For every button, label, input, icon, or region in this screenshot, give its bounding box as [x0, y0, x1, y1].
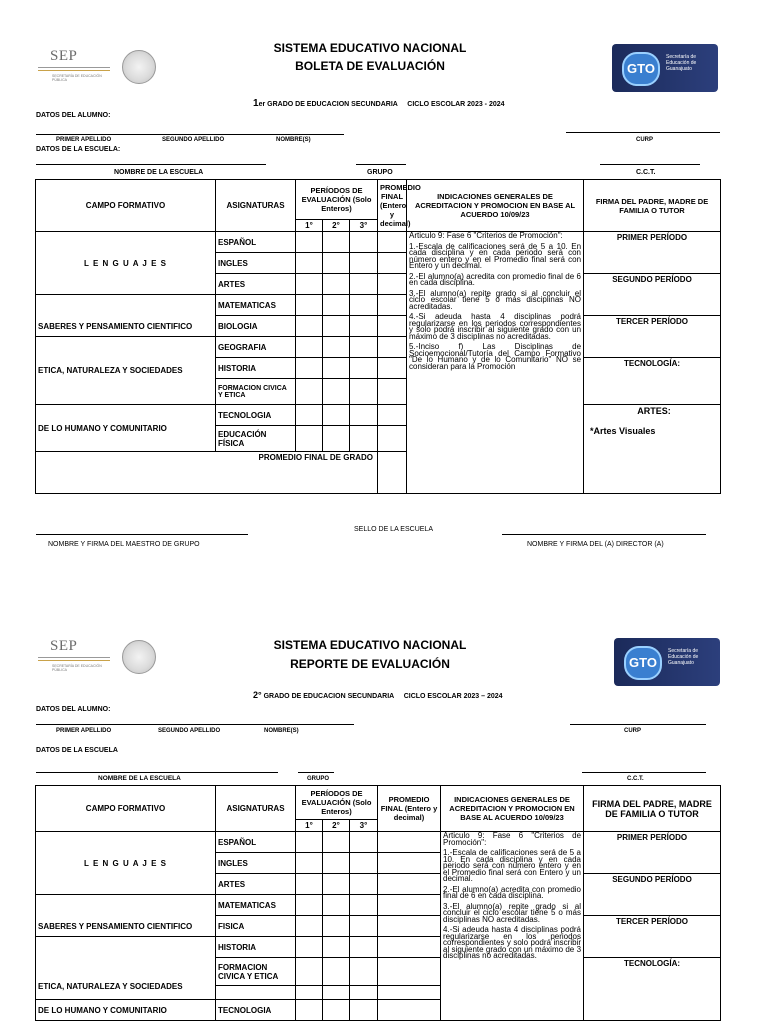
school-seal-label: SELLO DE LA ESCUELA	[354, 526, 433, 533]
grade-cell[interactable]	[296, 937, 323, 958]
gto-logo-subtitle: Secretaría de Educación de Guanajuato	[668, 648, 699, 666]
school-data-label: DATOS DE LA ESCUELA	[36, 747, 118, 754]
group-line[interactable]	[298, 772, 334, 773]
final-average-cell[interactable]	[378, 937, 441, 958]
grade-cell[interactable]	[350, 986, 378, 1000]
technology-field[interactable]: TECNOLOGÍA:	[584, 358, 721, 405]
campo-saberes: SABERES Y PENSAMIENTO CIENTIFICO	[36, 895, 216, 937]
period-1-header: 1°	[296, 820, 323, 832]
indication-article: Articulo 9: Fase 6 "Criterios de Promoción":	[409, 231, 563, 240]
group-line[interactable]	[356, 164, 406, 165]
cct-line[interactable]	[582, 772, 706, 773]
grade-cell[interactable]	[296, 853, 323, 874]
grade-cell[interactable]	[350, 337, 378, 358]
final-average-cell[interactable]	[378, 986, 441, 1000]
indication-2: 2.-El alumno(a) acredita con promedio final de 6 en cada disciplina.	[443, 884, 582, 900]
signature-second-period[interactable]: SEGUNDO PERÍODO	[584, 274, 721, 316]
evaluation-table	[35, 179, 721, 494]
system-title: SISTEMA EDUCATIVO NACIONAL	[273, 638, 467, 652]
grade-cell[interactable]	[323, 937, 350, 958]
final-average-cell[interactable]	[378, 274, 407, 295]
grade-cell[interactable]	[323, 874, 350, 895]
curp-line[interactable]	[566, 132, 720, 133]
grade-cell[interactable]	[323, 232, 350, 253]
grade-cell[interactable]	[296, 832, 323, 853]
gto-logo-subtitle: Secretaría de Educación de Guanajuato	[666, 54, 697, 72]
school-name-line[interactable]	[36, 164, 266, 165]
student-data-label: DATOS DEL ALUMNO:	[36, 112, 111, 119]
school-name-label: NOMBRE DE LA ESCUELA	[114, 169, 204, 176]
period-2-header: 2°	[323, 220, 350, 232]
national-seal-icon	[122, 640, 156, 674]
grade-cell[interactable]	[296, 895, 323, 916]
subject-biologia: BIOLOGIA	[216, 316, 296, 337]
document-title: REPORTE DE EVALUACIÓN	[290, 657, 450, 671]
grade-cell[interactable]	[350, 358, 378, 379]
grade-cell[interactable]	[350, 1000, 378, 1021]
promedio-final-grado-label: PROMEDIO FINAL DE GRADO	[36, 452, 378, 494]
document-title: BOLETA DE EVALUACIÓN	[295, 59, 445, 73]
indication-1: 1.-Escala de calificaciones será de 5 a 10. En cada disciplina y en cada periodo será con número entero y en el Promedio final será con Entero y un decimal.	[443, 848, 582, 883]
subject-tecnologia: TECNOLOGIA	[216, 1000, 296, 1021]
grade-cell[interactable]	[323, 895, 350, 916]
final-average-cell[interactable]	[378, 358, 407, 379]
indication-3: 3.-El alumno(a) repite grado si al concluir el ciclo escolar tiene 5 o más disciplinas NO acreditadas.	[409, 288, 582, 311]
campo-lenguajes: L E N G U A J E S	[36, 232, 216, 295]
student-name-line[interactable]	[36, 134, 344, 135]
grade-cell[interactable]	[350, 958, 378, 986]
indicaciones-header: INDICACIONES GENERALES DE ACREDITACION Y PROMOCION EN BASE AL ACUERDO 10/09/23	[441, 786, 584, 832]
final-average-cell[interactable]	[378, 405, 407, 426]
grade-cell[interactable]	[350, 832, 378, 853]
subject-espanol: ESPAÑOL	[216, 832, 296, 853]
indication-2: 2.-El alumno(a) acredita con promedio final de 6 en cada disciplina.	[409, 271, 582, 287]
curp-line[interactable]	[570, 724, 706, 725]
grade-cell[interactable]	[350, 916, 378, 937]
first-surname-label: PRIMER APELLIDO	[56, 728, 112, 734]
grade-number: 1	[253, 98, 259, 109]
grade-number: 2°	[253, 690, 262, 700]
grade-cell[interactable]	[296, 874, 323, 895]
grade-cell[interactable]	[323, 379, 350, 405]
period-2-header: 2°	[323, 820, 350, 832]
indicaciones-header: INDICACIONES GENERALES DE ACREDITACION Y PROMOCION EN BASE AL ACUERDO 10/09/23	[407, 180, 584, 232]
sep-logo	[36, 44, 156, 92]
sep-logo	[36, 634, 156, 682]
campo-lenguajes: L E N G U A J E S	[36, 832, 216, 895]
grade-cell[interactable]	[323, 958, 350, 986]
grade-cell[interactable]	[296, 316, 323, 337]
final-average-cell[interactable]	[378, 853, 441, 874]
signature-third-period[interactable]: TERCER PERÍODO	[584, 916, 721, 958]
grade-cell[interactable]	[350, 253, 378, 274]
school-name-line[interactable]	[36, 772, 278, 773]
campo-etica: ETICA, NATURALEZA Y SOCIEDADES	[36, 937, 216, 1000]
subject-formacion-civica: FORMACION CIVICA Y ETICA	[216, 958, 296, 986]
given-names-label: NOMBRE(S)	[264, 728, 299, 734]
period-3-header: 3°	[350, 220, 378, 232]
indication-4: 4.-Si adeuda hasta 4 disciplinas podrá regularizarse en los periodos correspondientes y solo podrá inscribir al siguiente grado con un máximo de 3 disciplinas no acreditadas.	[443, 925, 582, 960]
grade-cell[interactable]	[323, 295, 350, 316]
subject-fisica: FISICA	[216, 916, 296, 937]
technology-field[interactable]: TECNOLOGÍA:	[584, 958, 721, 1021]
grade-superscript: er	[258, 101, 266, 108]
grade-cell[interactable]	[296, 405, 323, 426]
final-average-cell[interactable]	[378, 958, 441, 986]
evaluation-table	[35, 785, 721, 1021]
grade-cell[interactable]	[350, 874, 378, 895]
campo-formativo-header: CAMPO FORMATIVO	[36, 180, 216, 232]
director-signature-label: NOMBRE Y FIRMA DEL (A) DIRECTOR (A)	[527, 541, 664, 548]
sep-logo-subtitle: SECRETARÍA DE EDUCACIÓN PÚBLICA	[52, 664, 102, 672]
grade-cell[interactable]	[296, 916, 323, 937]
cct-label: C.C.T.	[636, 169, 656, 176]
subject-matematicas: MATEMATICAS	[216, 295, 296, 316]
final-average-cell[interactable]	[378, 895, 441, 916]
subject-ingles: INGLES	[216, 853, 296, 874]
firma-padre-header: FIRMA DEL PADRE, MADRE DE FAMILIA O TUTOR	[584, 786, 721, 832]
asignaturas-header: ASIGNATURAS	[216, 786, 296, 832]
grade-cell[interactable]	[296, 1000, 323, 1021]
campo-formativo-header: CAMPO FORMATIVO	[36, 786, 216, 832]
grade-cell[interactable]	[350, 295, 378, 316]
final-average-cell[interactable]	[378, 337, 407, 358]
indication-4: 4.-Si adeuda hasta 4 disciplinas podrá regularizarse en los periodos correspondientes y solo podrá inscribir al siguiente grado con un máximo de 3 disciplinas no acreditadas.	[409, 312, 582, 341]
final-average-cell[interactable]	[378, 253, 407, 274]
grade-cell[interactable]	[296, 232, 323, 253]
grade-cell[interactable]	[323, 916, 350, 937]
teacher-signature-line[interactable]	[36, 534, 248, 535]
period-1-header: 1°	[296, 220, 323, 232]
grade-cell[interactable]	[323, 1000, 350, 1021]
signature-third-period[interactable]: TERCER PERÍODO	[584, 316, 721, 358]
grade-cell[interactable]	[296, 337, 323, 358]
system-title: SISTEMA EDUCATIVO NACIONAL	[273, 41, 467, 55]
grade-cell[interactable]	[323, 274, 350, 295]
final-average-cell[interactable]	[378, 295, 407, 316]
grade-cell[interactable]	[323, 253, 350, 274]
subject-ingles: INGLES	[216, 253, 296, 274]
grade-cell[interactable]	[296, 379, 323, 405]
general-indications	[441, 832, 584, 1021]
group-label: GRUPO	[367, 169, 393, 176]
period-3-header: 3°	[350, 820, 378, 832]
teacher-signature-label: NOMBRE Y FIRMA DEL MAESTRO DE GRUPO	[48, 541, 200, 548]
firma-padre-header: FIRMA DEL PADRE, MADRE DE FAMILIA O TUTOR	[584, 180, 721, 232]
campo-humano-comunitario: DE LO HUMANO Y COMUNITARIO	[36, 405, 216, 452]
sep-logo-text: SEP	[50, 638, 78, 654]
cct-line[interactable]	[600, 164, 700, 165]
grade-cell[interactable]	[350, 405, 378, 426]
subject-artes: ARTES	[216, 274, 296, 295]
final-average-cell[interactable]	[378, 426, 407, 452]
arts-label: ARTES:	[637, 406, 671, 416]
subject-matematicas: MATEMATICAS	[216, 895, 296, 916]
cct-label: C.C.T.	[627, 776, 644, 782]
second-surname-label: SEGUNDO APELLIDO	[162, 137, 225, 143]
grade-cell[interactable]	[350, 426, 378, 452]
grade-line	[253, 98, 505, 109]
given-names-label: NOMBRE(S)	[276, 137, 311, 143]
arts-field[interactable]	[584, 405, 721, 494]
periodos-header: PERÍODOS DE EVALUACIÓN (Solo Enteros)	[296, 180, 378, 220]
campo-saberes: SABERES Y PENSAMIENTO CIENTIFICO	[36, 295, 216, 337]
indication-article: Articulo 9: Fase 6 "Criterios de Promoción":	[443, 831, 582, 847]
student-name-line[interactable]	[36, 724, 354, 725]
subject-historia: HISTORIA	[216, 358, 296, 379]
grade-cell[interactable]	[323, 405, 350, 426]
grade-cell[interactable]	[323, 337, 350, 358]
grade-text: GRADO DE EDUCACION SECUNDARIA CICLO ESCOLAR 2023 – 2024	[263, 693, 503, 700]
grade-cell[interactable]	[323, 853, 350, 874]
grade-cell[interactable]	[350, 379, 378, 405]
promedio-final-grado-cell[interactable]	[378, 452, 407, 494]
grade-text: GRADO DE EDUCACION SECUNDARIA CICLO ESCOLAR 2023 - 2024	[267, 101, 505, 108]
subject-empty	[216, 986, 296, 1000]
final-average-cell[interactable]	[378, 379, 407, 405]
campo-etica: ETICA, NATURALEZA Y SOCIEDADES	[36, 337, 216, 405]
arts-visual-label: *Artes Visuales	[590, 426, 656, 436]
grade-cell[interactable]	[323, 316, 350, 337]
sep-logo-text: SEP	[50, 48, 78, 64]
national-seal-icon	[122, 50, 156, 84]
promedio-final-header: PROMEDIO FINAL (Entero y decimal)	[378, 180, 407, 232]
first-surname-label: PRIMER APELLIDO	[56, 137, 112, 143]
signature-second-period[interactable]: SEGUNDO PERÍODO	[584, 874, 721, 916]
grade-cell[interactable]	[350, 853, 378, 874]
final-average-cell[interactable]	[378, 874, 441, 895]
final-average-cell[interactable]	[378, 1000, 441, 1021]
gto-logo-badge: GTO	[622, 52, 660, 86]
asignaturas-header: ASIGNATURAS	[216, 180, 296, 232]
grade-cell[interactable]	[323, 832, 350, 853]
gto-logo-badge: GTO	[624, 646, 662, 680]
signature-first-period[interactable]: PRIMER PERÍODO	[584, 832, 721, 874]
grade-cell[interactable]	[323, 426, 350, 452]
subject-artes: ARTES	[216, 874, 296, 895]
student-data-label: DATOS DEL ALUMNO:	[36, 706, 111, 713]
general-indications	[407, 232, 584, 494]
periodos-header: PERÍODOS DE EVALUACIÓN (Solo Enteros)	[296, 786, 378, 820]
campo-humano-comunitario: DE LO HUMANO Y COMUNITARIO	[36, 1000, 216, 1021]
gto-logo	[612, 44, 718, 92]
final-average-cell[interactable]	[378, 232, 407, 253]
grade-cell[interactable]	[296, 958, 323, 986]
final-average-cell[interactable]	[378, 916, 441, 937]
grade-line	[253, 690, 503, 700]
subject-geografia: GEOGRAFIA	[216, 337, 296, 358]
subject-formacion-civica: FORMACION CIVICA Y ETICA	[216, 379, 296, 405]
grade-cell[interactable]	[296, 295, 323, 316]
grade-cell[interactable]	[296, 274, 323, 295]
curp-label: CURP	[624, 728, 642, 734]
grade-cell[interactable]	[350, 895, 378, 916]
gto-logo	[614, 638, 720, 686]
grade-cell[interactable]	[323, 986, 350, 1000]
sep-logo-subtitle: SECRETARÍA DE EDUCACIÓN PÚBLICA	[52, 74, 102, 82]
grade-cell[interactable]	[350, 316, 378, 337]
grade-cell[interactable]	[323, 358, 350, 379]
second-surname-label: SEGUNDO APELLIDO	[158, 728, 221, 734]
grade-cell[interactable]	[296, 253, 323, 274]
school-name-label: NOMBRE DE LA ESCUELA	[98, 775, 181, 782]
indication-5: 5.-Inciso f) Las Disciplinas de Socioemocional/Tutoría del Campo Formativo "De lo Humano y de lo Comunitario" NO se consideran para la Promoción	[409, 342, 582, 371]
grade-cell[interactable]	[350, 937, 378, 958]
school-data-label: DATOS DE LA ESCUELA:	[36, 146, 121, 153]
grade-cell[interactable]	[296, 358, 323, 379]
grade-cell[interactable]	[350, 232, 378, 253]
curp-label: CURP	[636, 137, 654, 143]
subject-educacion-fisica: EDUCACIÓN FÍSICA	[216, 426, 296, 452]
grade-cell[interactable]	[296, 426, 323, 452]
director-signature-line[interactable]	[502, 534, 706, 535]
subject-tecnologia: TECNOLOGIA	[216, 405, 296, 426]
grade-cell[interactable]	[350, 274, 378, 295]
final-average-cell[interactable]	[378, 832, 441, 853]
indication-1: 1.-Escala de calificaciones será de 5 a 10. En cada disciplina y en cada periodo será con número entero y en el Promedio final será con Entero y un decimal.	[409, 241, 582, 270]
signature-first-period[interactable]: PRIMER PERÍODO	[584, 232, 721, 274]
grade-cell[interactable]	[296, 986, 323, 1000]
subject-espanol: ESPAÑOL	[216, 232, 296, 253]
group-label: GRUPO	[307, 776, 330, 782]
subject-historia: HISTORIA	[216, 937, 296, 958]
final-average-cell[interactable]	[378, 316, 407, 337]
indication-3: 3.-El alumno(a) repite grado si al concluir el ciclo escolar tiene 5 o más disciplinas NO acreditadas.	[443, 901, 582, 924]
promedio-final-header: PROMEDIO FINAL (Entero y decimal)	[378, 786, 441, 832]
